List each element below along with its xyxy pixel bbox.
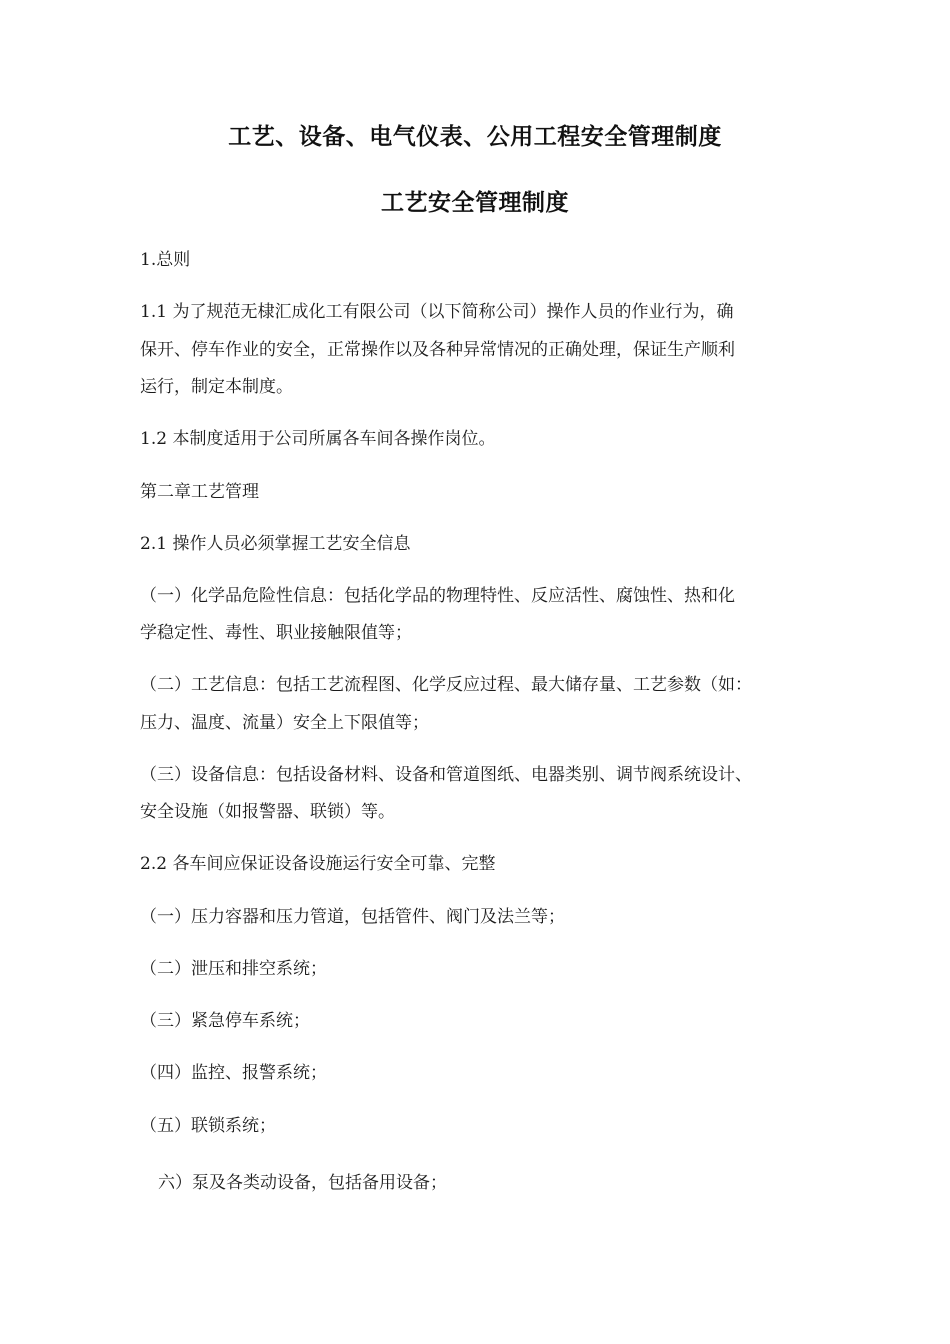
document-subtitle: 工艺安全管理制度 bbox=[381, 190, 569, 216]
list-item: （五）联锁系统； bbox=[140, 1116, 276, 1136]
paragraph-line: 学稳定性、毒性、职业接触限值等； bbox=[140, 623, 412, 643]
list-item: 六）泵及各类动设备，包括备用设备； bbox=[158, 1173, 447, 1193]
list-item: （四）监控、报警系统； bbox=[140, 1063, 327, 1083]
section-heading: 2.2 各车间应保证设备设施运行安全可靠、完整 bbox=[140, 854, 496, 874]
paragraph-line: 运行，制定本制度。 bbox=[140, 377, 293, 397]
paragraph-line: 安全设施（如报警器、联锁）等。 bbox=[140, 802, 395, 822]
document-title: 工艺、设备、电气仪表、公用工程安全管理制度 bbox=[228, 124, 722, 150]
paragraph-line: 2.1 操作人员必须掌握工艺安全信息 bbox=[140, 534, 411, 554]
paragraph-line: （一）化学品危险性信息：包括化学品的物理特性、反应活性、腐蚀性、热和化 bbox=[140, 586, 735, 606]
section-heading: 1.总则 bbox=[140, 250, 191, 270]
paragraph-line: （二）工艺信息：包括工艺流程图、化学反应过程、最大储存量、工艺参数（如： bbox=[140, 675, 752, 695]
section-heading: 第二章工艺管理 bbox=[140, 482, 259, 502]
paragraph-line: 1.1 为了规范无棣汇成化工有限公司（以下简称公司）操作人员的作业行为，确 bbox=[140, 302, 734, 322]
list-item: （一）压力容器和压力管道，包括管件、阀门及法兰等； bbox=[140, 907, 565, 927]
list-item: （三）紧急停车系统； bbox=[140, 1011, 310, 1031]
list-item: （二）泄压和排空系统； bbox=[140, 959, 327, 979]
paragraph-line: 压力、温度、流量）安全上下限值等； bbox=[140, 713, 429, 733]
paragraph-line: 1.2 本制度适用于公司所属各车间各操作岗位。 bbox=[140, 429, 496, 449]
paragraph-line: 保开、停车作业的安全，正常操作以及各种异常情况的正确处理，保证生产顺利 bbox=[140, 340, 735, 360]
paragraph-line: （三）设备信息：包括设备材料、设备和管道图纸、电器类别、调节阀系统设计、 bbox=[140, 765, 752, 785]
